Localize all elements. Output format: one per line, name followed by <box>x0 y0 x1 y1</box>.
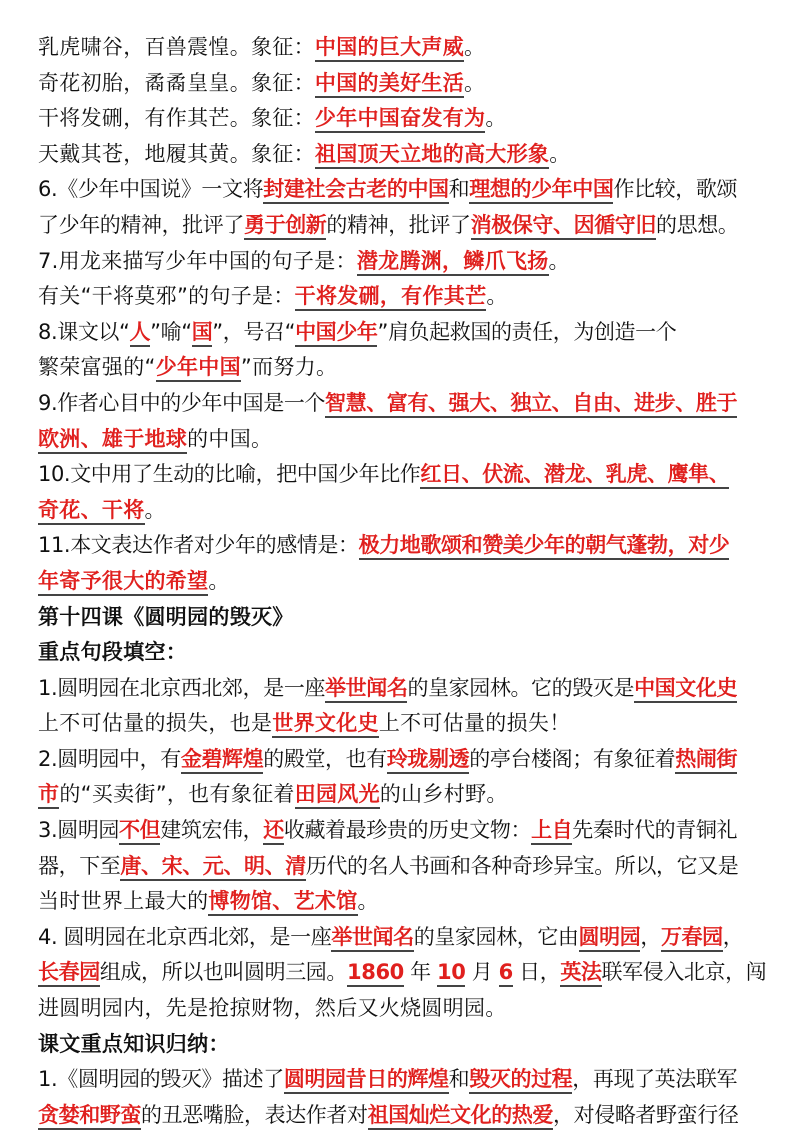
text-segment: 有关“干将莫邪”的句子是： <box>38 284 295 309</box>
text-segment: 当时世界上最大的 <box>38 889 209 914</box>
text-segment: 先秦时代的青铜礼 <box>572 818 738 843</box>
text-segment: 年 <box>403 960 438 985</box>
answer-fill: 年寄予很大的希望 <box>38 569 208 596</box>
answer-fill: 1860 <box>347 960 404 987</box>
text-line <box>38 742 770 778</box>
text-segment: ”肩负起救国的责任，为创造一个 <box>377 319 677 344</box>
section-heading <box>38 635 770 671</box>
answer-fill: 圆明园 <box>579 925 641 952</box>
answer-fill: 国 <box>192 320 213 347</box>
answer-fill: 中国的巨大声威 <box>315 35 464 62</box>
answer-fill: 不但 <box>119 818 160 845</box>
answer-fill: 热闹街 <box>675 747 737 774</box>
answer-fill: 还 <box>263 818 284 845</box>
answer-fill: 人 <box>130 320 151 347</box>
text-line <box>38 564 770 600</box>
answer-fill: 欧洲、雄于地球 <box>38 427 187 454</box>
text-segment: 奇花初胎，矞矞皇皇。象征： <box>38 70 315 95</box>
text-segment: 的精神，批评了 <box>326 212 471 237</box>
answer-fill: 勇于创新 <box>244 213 326 240</box>
text-segment: 的皇家园林，它由 <box>413 924 579 949</box>
answer-fill: 少年中国 <box>156 355 241 382</box>
text-line <box>38 849 770 885</box>
text-segment: 的皇家园林。它的毁灭是 <box>407 675 635 700</box>
text-segment: 历代的名人书画和各种奇珍异宝。所以，它又是 <box>305 853 739 878</box>
text-line <box>38 386 770 422</box>
text-line <box>38 955 770 991</box>
text-segment: 了少年的精神，批评了 <box>38 212 244 237</box>
text-segment: 的山乡村野。 <box>379 782 508 807</box>
text-line <box>38 137 770 173</box>
answer-fill: 举世闻名 <box>331 925 413 952</box>
answer-fill: 6 <box>499 960 513 987</box>
answer-fill: 毁灭的过程 <box>469 1067 572 1094</box>
text-segment: 器，下至 <box>38 853 121 878</box>
text-line <box>38 172 770 208</box>
answer-fill: 贪婪和野蛮 <box>38 1103 141 1130</box>
text-segment: 和 <box>448 177 470 202</box>
text-segment: 联军侵入北京，闯 <box>601 960 767 985</box>
text-line <box>38 777 770 813</box>
answer-fill: 祖国灿烂文化的热爱 <box>368 1103 553 1130</box>
text-line <box>38 1062 770 1098</box>
text-segment: 乳虎啸谷，百兽震惶。象征： <box>38 35 315 59</box>
text-segment: 的亭台楼阁；有象征着 <box>469 746 676 771</box>
text-segment: 10.文中用了生动的比喻，把中国少年比作 <box>38 462 421 487</box>
text-segment: ，对侵略者野蛮行径 <box>553 1102 739 1127</box>
text-segment: 11.本文表达作者对少年的感情是： <box>38 533 359 558</box>
text-segment: 。 <box>357 889 379 914</box>
answer-fill: 封建社会古老的中国 <box>263 177 448 204</box>
lesson-heading <box>38 600 770 636</box>
answer-fill: 智慧、富有、强大、独立、自由、进步、胜于 <box>325 391 737 418</box>
text-line <box>38 1098 770 1133</box>
text-segment: ”而努力。 <box>240 355 338 380</box>
document-page <box>38 30 770 1133</box>
answer-fill: 极力地歌颂和赞美少年的朝气蓬勃，对少 <box>359 533 730 560</box>
answer-fill: 上自 <box>531 818 572 845</box>
text-segment: 。 <box>486 284 508 309</box>
answer-fill: 玲珑剔透 <box>387 747 469 774</box>
answer-fill: 少年中国奋发有为 <box>315 106 485 133</box>
text-segment: 上不可估量的损失！ <box>378 711 571 736</box>
text-segment: ”，号召“ <box>212 319 296 344</box>
text-line <box>38 350 770 386</box>
text-segment: 7.用龙来描写少年中国的句子是： <box>38 248 357 273</box>
text-line <box>38 30 770 66</box>
answer-fill: 消极保守、因循守旧 <box>471 213 656 240</box>
answer-fill: 市 <box>38 782 59 809</box>
text-segment: 作比较，歌颂 <box>613 177 738 202</box>
text-segment: ，再现了英法联军 <box>572 1067 738 1092</box>
text-segment: 进圆明园内，先是抢掠财物，然后又火烧圆明园。 <box>38 996 507 1021</box>
answer-fill: 理想的少年中国 <box>469 177 613 204</box>
text-line <box>38 208 770 244</box>
text-segment: 建筑宏伟， <box>160 818 264 843</box>
text-segment: 繁荣富强的“ <box>38 355 156 380</box>
text-line <box>38 244 770 280</box>
answer-fill: 圆明园昔日的辉煌 <box>284 1067 449 1094</box>
answer-fill: 世界文化史 <box>272 711 379 738</box>
text-segment: 。 <box>485 106 507 131</box>
answer-fill: 中国文化史 <box>634 676 737 703</box>
text-segment: 4. 圆明园在北京西北郊，是一座 <box>38 924 332 949</box>
text-line <box>38 884 770 920</box>
answer-fill: 田园风光 <box>295 782 380 809</box>
text-segment: 第十四课《圆明园的毁灭》 <box>38 604 294 629</box>
text-segment: 收藏着最珍贵的历史文物： <box>283 818 532 843</box>
text-line <box>38 422 770 458</box>
text-line <box>38 279 770 315</box>
text-segment: 组成，所以也叫圆明三园。 <box>99 960 348 985</box>
text-segment: 的思想。 <box>656 212 739 237</box>
text-line <box>38 457 770 493</box>
section-heading <box>38 1027 770 1063</box>
text-segment: 。 <box>144 497 166 522</box>
text-segment: 天戴其苍，地履其黄。象征： <box>38 141 315 166</box>
answer-fill: 祖国顶天立地的高大形象 <box>315 142 549 169</box>
text-segment: 8.课文以“ <box>38 319 130 344</box>
text-segment: 的“买卖街”，也有象征着 <box>59 782 295 807</box>
text-line <box>38 920 770 956</box>
text-segment: 干将发硎，有作其芒。象征： <box>38 106 315 131</box>
answer-fill: 红日、伏流、潜龙、乳虎、鹰隼、 <box>420 462 729 489</box>
answer-fill: 中国少年 <box>295 320 377 347</box>
text-line <box>38 671 770 707</box>
answer-fill: 潜龙腾渊，鳞爪飞扬 <box>357 249 549 276</box>
text-line <box>38 991 770 1027</box>
text-line <box>38 66 770 102</box>
answer-fill: 举世闻名 <box>325 676 407 703</box>
text-segment: ， <box>640 924 661 949</box>
text-line <box>38 493 770 529</box>
text-segment: ”喻“ <box>150 319 192 344</box>
text-segment: 的殿堂，也有 <box>263 746 387 771</box>
answer-fill: 长春园 <box>38 960 100 987</box>
text-segment: ， <box>722 924 744 949</box>
text-segment: 2.圆明园中，有 <box>38 746 181 771</box>
text-segment: 3.圆明园 <box>38 818 120 843</box>
text-line <box>38 706 770 742</box>
text-segment: 上不可估量的损失，也是 <box>38 711 273 736</box>
text-line <box>38 813 770 849</box>
answer-fill: 奇花、干将 <box>38 498 145 525</box>
text-segment: 的丑恶嘴脸，表达作者对 <box>141 1102 368 1127</box>
answer-fill: 10 <box>437 960 465 987</box>
text-segment: 1.《圆明园的毁灭》描述了 <box>38 1067 284 1092</box>
text-segment: 6.《少年中国说》一文将 <box>38 177 264 202</box>
answer-fill: 中国的美好生活 <box>315 71 464 98</box>
text-segment: 。 <box>548 248 570 273</box>
text-segment: 重点句段填空： <box>38 640 188 665</box>
answer-fill: 唐、宋、元、明、清 <box>120 854 305 881</box>
text-segment: 和 <box>448 1067 470 1092</box>
text-line <box>38 101 770 137</box>
text-line <box>38 528 770 564</box>
text-segment: 。 <box>464 70 486 95</box>
answer-fill: 博物馆、艺术馆 <box>208 889 357 916</box>
answer-fill: 英法 <box>560 960 601 987</box>
text-segment: 的中国。 <box>187 426 273 451</box>
text-segment: 月 <box>465 960 499 985</box>
answer-fill: 万春园 <box>661 925 723 952</box>
text-segment: 1.圆明园在北京西北郊，是一座 <box>38 675 326 700</box>
text-segment: 。 <box>464 35 486 59</box>
text-segment: 9.作者心目中的少年中国是一个 <box>38 390 326 415</box>
text-segment: 日， <box>512 960 561 985</box>
answer-fill: 干将发硎，有作其芒 <box>295 284 487 311</box>
text-line <box>38 315 770 351</box>
text-segment: 课文重点知识归纳： <box>38 1031 230 1056</box>
text-segment: 。 <box>549 141 571 166</box>
text-segment: 。 <box>208 568 230 593</box>
answer-fill: 金碧辉煌 <box>181 747 263 774</box>
